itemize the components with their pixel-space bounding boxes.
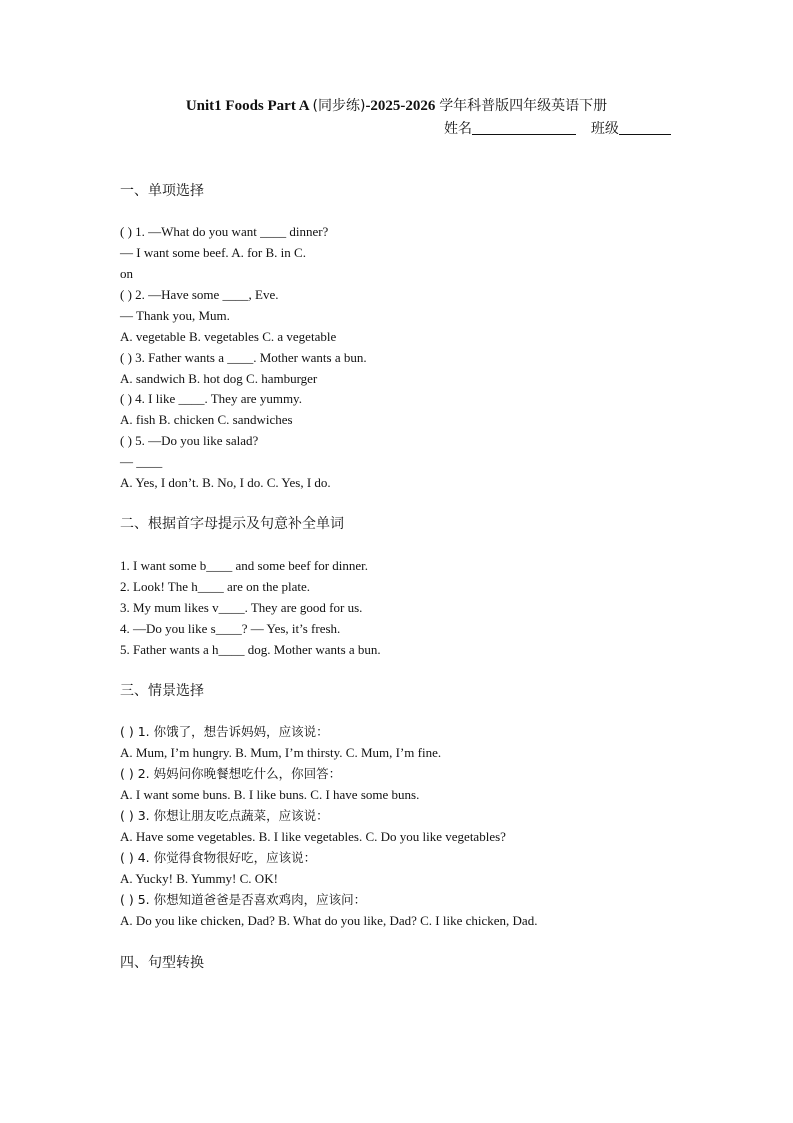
section3-options: A. Yucky! B. Yummy! C. OK! [120, 871, 278, 886]
section1-line: — I want some beef. A. for B. in C. [120, 245, 306, 260]
section1-line: ( ) 4. I like ____. They are yummy. [120, 391, 302, 406]
student-info-line [444, 118, 671, 138]
section3-question: ( ) 5. 你想知道爸爸是否喜欢鸡肉，应该问： [120, 892, 367, 907]
section1-line: A. Yes, I don’t. B. No, I do. C. Yes, I do. [120, 475, 331, 490]
section1-line: — ____ [120, 454, 163, 469]
section1-line: ( ) 2. —Have some ____, Eve. [120, 287, 279, 302]
section3-question: ( ) 3. 你想让朋友吃点蔬菜，应该说： [120, 808, 329, 823]
section2-line: 1. I want some b____ and some beef for dinner. [120, 558, 369, 573]
section1-line: — Thank you, Mum. [120, 308, 230, 323]
section2-line: 3. My mum likes v____. They are good for us. [120, 600, 363, 615]
section3-options: A. Have some vegetables. B. I like vegetables. C. Do you like vegetables? [120, 829, 506, 844]
class-label: 班级 [590, 121, 619, 137]
section3-options: A. Do you like chicken, Dad? B. What do you like, Dad? C. I like chicken, Dad. [120, 913, 538, 928]
title-year: -2025-2026 [365, 98, 440, 114]
section3-options: A. Mum, I’m hungry. B. Mum, I’m thirsty. C. Mum, I’m fine. [120, 745, 442, 760]
name-label: 姓名 [444, 121, 472, 137]
title-book: 学年科普版四年级英语下册 [439, 98, 608, 114]
worksheet-title [0, 95, 793, 115]
section4-heading: 四、句型转换 [120, 955, 204, 971]
section3-options: A. I want some buns. B. I like buns. C. I have some buns. [120, 787, 420, 802]
name-blank [472, 120, 576, 135]
section3-question: ( ) 4. 你觉得食物很好吃，应该说： [120, 850, 317, 865]
section3-heading: 三、情景选择 [120, 683, 204, 699]
section2-heading: 二、根据首字母提示及句意补全单词 [120, 516, 344, 532]
section1-line: A. vegetable B. vegetables C. a vegetable [120, 329, 337, 344]
class-blank [619, 120, 671, 135]
section1-heading: 一、单项选择 [120, 183, 204, 199]
section1-line: ( ) 5. —Do you like salad? [120, 433, 259, 448]
section1-line: ( ) 1. —What do you want ____ dinner? [120, 224, 329, 239]
section3-question: ( ) 1. 你饿了，想告诉妈妈，应该说： [120, 724, 329, 739]
section2-line: 4. —Do you like s____? — Yes, it’s fresh. [120, 621, 341, 636]
section2-line: 2. Look! The h____ are on the plate. [120, 579, 311, 594]
section1-line: A. fish B. chicken C. sandwiches [120, 412, 293, 427]
title-sync: (同步练) [312, 98, 366, 114]
section2-line: 5. Father wants a h____ dog. Mother wants a bun. [120, 642, 381, 657]
section1-line: A. sandwich B. hot dog C. hamburger [120, 371, 318, 386]
section3-question: ( ) 2. 妈妈问你晚餐想吃什么，你回答： [120, 766, 342, 781]
section1-line: on [120, 266, 133, 281]
section1-line: ( ) 3. Father wants a ____. Mother wants a bun. [120, 350, 367, 365]
title-main: Unit1 Foods Part A [185, 98, 313, 114]
